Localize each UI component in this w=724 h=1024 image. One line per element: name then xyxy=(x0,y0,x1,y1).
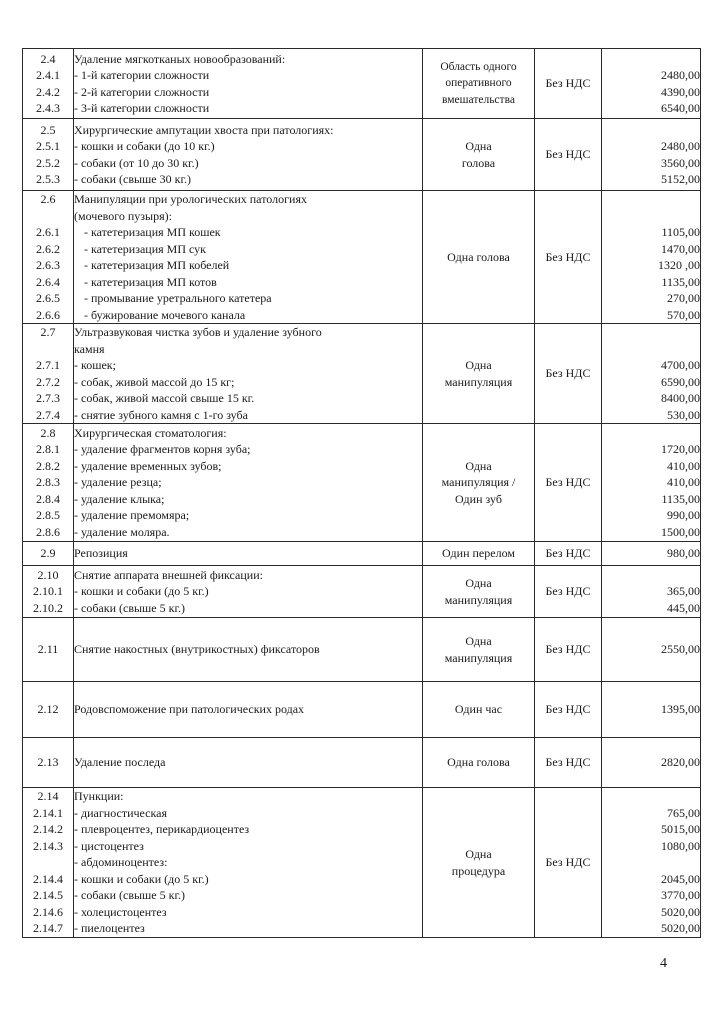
item-number: 2.6.3 xyxy=(36,258,60,272)
item-number-cell xyxy=(23,788,74,938)
service-description-line: Удаление мягкотканых новообразований: xyxy=(74,51,286,66)
table-row xyxy=(23,566,701,618)
service-description-line: - пиелоцентез xyxy=(74,921,145,936)
service-description-line: Удаление последа xyxy=(74,755,166,770)
unit-line: манипуляция xyxy=(444,374,513,389)
item-number: 2.9 xyxy=(40,546,56,561)
service-description-line: - снятие зубного камня с 1-го зуба xyxy=(74,407,248,422)
unit-line: манипуляция / xyxy=(441,475,516,490)
service-description-line: Хирургические ампутации хвоста при патологиях: xyxy=(74,122,334,137)
vat-status: Без НДС xyxy=(545,249,591,264)
service-description-line: - собаки (от 10 до 30 кг.) xyxy=(74,155,199,170)
item-number xyxy=(23,208,73,225)
item-number: 2.7 xyxy=(40,325,56,339)
vat-status: Без НДС xyxy=(545,475,591,490)
item-number: 2.8.5 xyxy=(36,508,60,523)
unit-line: Одна xyxy=(465,634,492,648)
vat-status: Без НДС xyxy=(545,702,591,717)
price-value: 1720,00 xyxy=(661,442,700,457)
price-value xyxy=(602,854,700,871)
service-description-line: - удаление моляра. xyxy=(74,524,170,539)
price-value: 3560,00 xyxy=(661,155,700,170)
item-number: 2.6.6 xyxy=(36,307,60,322)
vat-cell xyxy=(535,324,602,424)
service-description-cell xyxy=(74,618,423,682)
unit-cell xyxy=(423,788,535,938)
unit-cell xyxy=(423,542,535,566)
vat-cell xyxy=(535,618,602,682)
service-description-line: Пункции: xyxy=(74,789,124,804)
price-value: 2820,00 xyxy=(661,755,700,770)
vat-cell xyxy=(535,738,602,788)
item-number: 2.10 xyxy=(37,567,59,582)
unit-line: Одна голова xyxy=(447,249,510,264)
unit-line: Один перелом xyxy=(442,546,515,561)
service-description-line: Репозиция xyxy=(74,546,128,561)
service-description-line: - кошки и собаки (до 5 кг.) xyxy=(74,871,209,886)
unit-cell xyxy=(423,738,535,788)
unit-cell xyxy=(423,682,535,738)
table-row xyxy=(23,191,701,324)
item-number: 2.7.1 xyxy=(36,358,60,372)
service-description-line: Снятие накостных (внутрикостных) фиксаторов xyxy=(74,642,320,657)
unit-line: манипуляция xyxy=(444,592,513,607)
unit-line: Одна голова xyxy=(447,755,510,770)
service-description-line: Родовспоможение при патологических родах xyxy=(74,702,305,717)
service-description-line: Манипуляции при урологических патологиях xyxy=(74,192,307,206)
price-value: 1500,00 xyxy=(661,524,700,539)
service-description-line: - собаки (свыше 5 кг.) xyxy=(74,600,186,615)
unit-line: вмешательства xyxy=(442,93,515,106)
price-value: 1135,00 xyxy=(661,491,700,506)
unit-cell xyxy=(423,618,535,682)
item-number: 2.10.2 xyxy=(33,600,63,615)
service-description-line: - собаки (свыше 30 кг.) xyxy=(74,172,192,186)
table-row xyxy=(23,788,701,938)
service-description-line: - собаки (свыше 5 кг.) xyxy=(74,888,186,903)
unit-line: Один час xyxy=(454,702,503,717)
unit-line: Одна xyxy=(465,139,492,153)
price-value: 570,00 xyxy=(667,307,700,322)
service-description-line: - плевроцентез, перикардиоцентез xyxy=(74,822,250,837)
price-value xyxy=(602,191,700,208)
item-number: 2.14.3 xyxy=(33,838,63,853)
vat-status: Без НДС xyxy=(545,755,591,770)
service-description-line: - холецистоцентез xyxy=(74,904,167,919)
price-value: 2480,00 xyxy=(661,68,700,82)
item-number xyxy=(23,341,73,358)
service-description-line: Снятие аппарата внешней фиксации: xyxy=(74,567,263,582)
price-value xyxy=(602,567,700,584)
price-value: 980,00 xyxy=(667,546,700,561)
vat-cell xyxy=(535,424,602,542)
service-description-cell xyxy=(74,788,423,938)
price-value: 3770,00 xyxy=(661,888,700,903)
price-value: 2045,00 xyxy=(661,871,700,886)
price-value: 1135,00 xyxy=(661,274,700,289)
unit-line: голова xyxy=(461,155,496,170)
service-description-line: - промывание уретрального катетера xyxy=(84,291,272,305)
item-number: 2.5.2 xyxy=(36,155,60,170)
item-number: 2.5.1 xyxy=(36,139,60,153)
service-description-cell xyxy=(74,49,423,119)
item-number: 2.8.2 xyxy=(36,458,60,473)
price-value: 410,00 xyxy=(667,458,700,473)
unit-cell xyxy=(423,191,535,324)
item-number: 2.8.1 xyxy=(36,442,60,457)
item-number: 2.14.6 xyxy=(33,904,63,919)
unit-line: Одна xyxy=(465,458,492,473)
service-description-line: - бужирование мочевого канала xyxy=(84,307,246,322)
vat-cell xyxy=(535,49,602,119)
service-description-line: - кошки и собаки (до 5 кг.) xyxy=(74,584,209,599)
vat-cell xyxy=(535,566,602,618)
service-description-line: - катетеризация МП сук xyxy=(84,241,206,256)
page-number: 4 xyxy=(660,956,667,971)
service-description-line: - катетеризация МП кобелей xyxy=(84,258,230,272)
item-number: 2.7.3 xyxy=(36,391,60,405)
price-cell xyxy=(602,324,701,424)
service-description-line: (мочевого пузыря): xyxy=(74,208,172,223)
item-number: 2.8.3 xyxy=(36,475,60,490)
price-cell xyxy=(602,566,701,618)
item-number: 2.14.1 xyxy=(33,805,63,820)
price-value: 2480,00 xyxy=(661,139,700,153)
price-value: 270,00 xyxy=(667,291,700,305)
unit-cell xyxy=(423,49,535,119)
unit-cell xyxy=(423,424,535,542)
price-value xyxy=(602,324,700,341)
unit-line: манипуляция xyxy=(444,650,513,665)
price-value: 4390,00 xyxy=(661,84,700,99)
price-value: 5152,00 xyxy=(661,172,700,186)
table-row xyxy=(23,542,701,566)
service-description-line: - 1-й категории сложности xyxy=(74,68,210,82)
item-number: 2.10.1 xyxy=(33,584,63,599)
item-number: 2.5 xyxy=(40,122,56,137)
service-description-line: - удаление клыка; xyxy=(74,491,165,506)
unit-line: оперативного xyxy=(445,77,512,90)
vat-status: Без НДС xyxy=(545,76,591,91)
item-number-cell xyxy=(23,49,74,119)
price-cell xyxy=(602,618,701,682)
price-value: 765,00 xyxy=(667,805,700,820)
vat-status: Без НДС xyxy=(545,366,591,381)
price-value xyxy=(602,788,700,805)
unit-cell xyxy=(423,324,535,424)
vat-status: Без НДС xyxy=(545,642,591,657)
price-value: 410,00 xyxy=(667,475,700,490)
unit-line: Одна xyxy=(465,576,492,590)
service-description-line: камня xyxy=(74,341,105,356)
service-description-line: Ультразвуковая чистка зубов и удаление зубного xyxy=(74,325,322,339)
service-description-line: Хирургическая стоматология: xyxy=(74,425,227,440)
price-value: 530,00 xyxy=(667,407,700,422)
service-description-cell xyxy=(74,191,423,324)
vat-cell xyxy=(535,191,602,324)
price-cell xyxy=(602,49,701,119)
price-value xyxy=(602,425,700,442)
service-description-line: - собак, живой массой свыше 15 кг. xyxy=(74,391,255,405)
service-description-cell xyxy=(74,119,423,191)
service-description-line: - собак, живой массой до 15 кг; xyxy=(74,374,235,389)
item-number: 2.7.2 xyxy=(36,374,60,389)
service-description-cell xyxy=(74,566,423,618)
price-value: 5020,00 xyxy=(661,921,700,936)
item-number-cell xyxy=(23,542,74,566)
item-number: 2.12 xyxy=(37,702,59,717)
table-row xyxy=(23,738,701,788)
item-number: 2.6.5 xyxy=(36,291,60,305)
item-number-cell xyxy=(23,424,74,542)
table-row xyxy=(23,324,701,424)
price-cell xyxy=(602,424,701,542)
item-number: 2.8.4 xyxy=(36,491,60,506)
table-row xyxy=(23,424,701,542)
price-value: 1080,00 xyxy=(661,838,700,853)
price-value: 1105,00 xyxy=(661,225,700,239)
unit-cell xyxy=(423,566,535,618)
service-description-cell xyxy=(74,424,423,542)
price-value: 365,00 xyxy=(667,584,700,599)
service-description-line: - катетеризация МП кошек xyxy=(84,225,221,239)
item-number-cell xyxy=(23,738,74,788)
vat-status: Без НДС xyxy=(545,147,591,162)
price-cell xyxy=(602,738,701,788)
item-number: 2.6 xyxy=(40,192,56,206)
item-number: 2.6.1 xyxy=(36,225,60,239)
price-value: 1395,00 xyxy=(661,702,700,717)
service-description-line: - цистоцентез xyxy=(74,838,144,853)
item-number-cell xyxy=(23,682,74,738)
service-description-cell xyxy=(74,682,423,738)
table-row xyxy=(23,49,701,119)
price-value: 990,00 xyxy=(667,508,700,523)
unit-line: Одна xyxy=(465,358,492,372)
vat-cell xyxy=(535,788,602,938)
service-description-line: - кошки и собаки (до 10 кг.) xyxy=(74,139,215,153)
price-table xyxy=(22,48,701,938)
price-cell xyxy=(602,788,701,938)
service-description-cell xyxy=(74,542,423,566)
price-value: 5020,00 xyxy=(661,904,700,919)
service-description-cell xyxy=(74,324,423,424)
price-value: 2550,00 xyxy=(661,642,700,657)
service-description-line: - катетеризация МП котов xyxy=(84,274,217,289)
service-description-line: - удаление временных зубов; xyxy=(74,458,222,473)
service-description-line: - диагностическая xyxy=(74,805,167,820)
item-number: 2.14.4 xyxy=(33,871,63,886)
price-cell xyxy=(602,682,701,738)
unit-cell xyxy=(423,119,535,191)
service-description-line: - удаление резца; xyxy=(74,475,162,490)
unit-line: Область одного xyxy=(440,60,517,73)
item-number-cell xyxy=(23,566,74,618)
item-number: 2.14 xyxy=(37,789,59,804)
item-number: 2.4 xyxy=(40,51,56,66)
price-value xyxy=(602,341,700,358)
price-value: 445,00 xyxy=(667,600,700,615)
price-value xyxy=(602,51,700,68)
item-number: 2.6.2 xyxy=(36,241,60,256)
item-number xyxy=(23,854,73,871)
price-value: 6590,00 xyxy=(661,374,700,389)
item-number: 2.8 xyxy=(40,425,56,440)
vat-cell xyxy=(535,119,602,191)
table-row xyxy=(23,119,701,191)
vat-cell xyxy=(535,682,602,738)
item-number: 2.6.4 xyxy=(36,274,60,289)
vat-status: Без НДС xyxy=(545,546,591,561)
price-value: 4700,00 xyxy=(661,358,700,372)
service-description-cell xyxy=(74,738,423,788)
unit-line: Одна xyxy=(465,847,492,861)
vat-status: Без НДС xyxy=(545,855,591,870)
price-value: 1320 ,00 xyxy=(658,258,700,272)
item-number: 2.14.2 xyxy=(33,822,63,837)
item-number-cell xyxy=(23,324,74,424)
table-row xyxy=(23,618,701,682)
item-number: 2.7.4 xyxy=(36,407,60,422)
price-cell xyxy=(602,191,701,324)
item-number: 2.14.7 xyxy=(33,921,63,936)
item-number-cell xyxy=(23,618,74,682)
service-description-line: - кошек; xyxy=(74,358,116,372)
price-value: 8400,00 xyxy=(661,391,700,405)
unit-line: процедура xyxy=(451,863,506,878)
price-value: 1470,00 xyxy=(661,241,700,256)
service-description-line: - 3-й категории сложности xyxy=(74,101,210,115)
vat-cell xyxy=(535,542,602,566)
item-number: 2.8.6 xyxy=(36,524,60,539)
price-cell xyxy=(602,542,701,566)
service-description-line: - удаление премомяра; xyxy=(74,508,190,523)
item-number: 2.4.3 xyxy=(36,101,60,115)
service-description-line: - 2-й категории сложности xyxy=(74,84,210,99)
item-number: 2.5.3 xyxy=(36,172,60,186)
price-value xyxy=(602,208,700,225)
document-page xyxy=(22,48,700,938)
price-value xyxy=(602,122,700,139)
price-value: 5015,00 xyxy=(661,822,700,837)
item-number-cell xyxy=(23,119,74,191)
item-number: 2.4.2 xyxy=(36,84,60,99)
price-cell xyxy=(602,119,701,191)
item-number: 2.4.1 xyxy=(36,68,60,82)
item-number: 2.14.5 xyxy=(33,888,63,903)
service-description-line: - абдоминоцентез: xyxy=(74,855,168,870)
price-value: 6540,00 xyxy=(661,101,700,115)
item-number-cell xyxy=(23,191,74,324)
unit-line: Один зуб xyxy=(455,491,502,506)
item-number: 2.13 xyxy=(37,755,59,770)
item-number: 2.11 xyxy=(37,642,59,657)
service-description-line: - удаление фрагментов корня зуба; xyxy=(74,442,251,457)
table-row xyxy=(23,682,701,738)
vat-status: Без НДС xyxy=(545,584,591,599)
